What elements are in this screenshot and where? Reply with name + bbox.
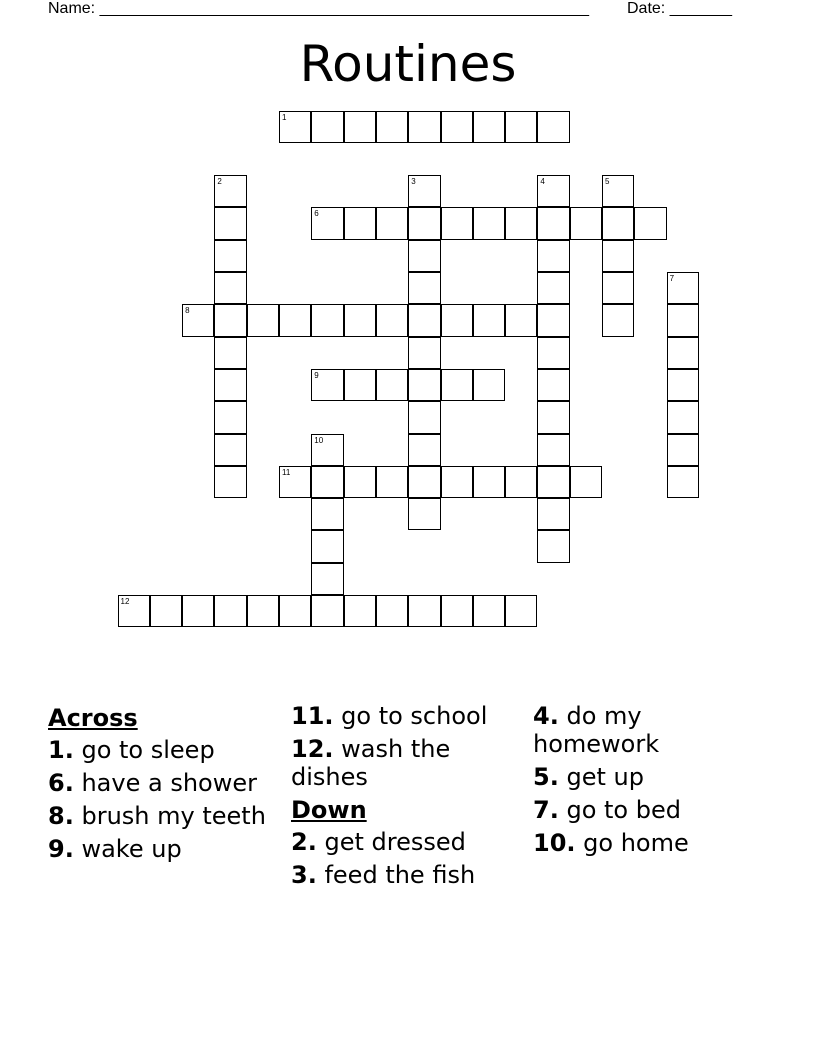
grid-cell — [537, 530, 569, 562]
grid-cell — [344, 369, 376, 401]
clue-text: go to school — [341, 702, 488, 730]
grid-cell — [311, 563, 343, 595]
across-heading: Across — [48, 704, 138, 732]
grid-cell — [408, 272, 440, 304]
clue-text: do my homework — [533, 702, 660, 758]
grid-cell — [214, 466, 246, 498]
clue-across-1 — [48, 736, 280, 764]
grid-cell — [473, 369, 505, 401]
grid-cell — [214, 337, 246, 369]
grid-cell — [537, 434, 569, 466]
grid-cell — [344, 207, 376, 239]
grid-cell — [247, 595, 279, 627]
grid-cell — [473, 595, 505, 627]
grid-cell — [667, 337, 699, 369]
clue-text: wake up — [81, 835, 182, 863]
grid-cell — [441, 369, 473, 401]
grid-cell — [473, 111, 505, 143]
grid-cell — [311, 207, 343, 239]
grid-cell — [279, 304, 311, 336]
grid-cell — [214, 595, 246, 627]
clue-column-2 — [291, 702, 523, 894]
grid-cell — [311, 498, 343, 530]
grid-cell — [473, 466, 505, 498]
clue-number-label: 9 — [314, 370, 319, 380]
clue-text: brush my teeth — [81, 802, 266, 830]
clue-across-8 — [48, 802, 280, 830]
grid-cell — [279, 466, 311, 498]
clue-number: 7. — [533, 796, 559, 824]
grid-cell — [537, 240, 569, 272]
grid-cell — [150, 595, 182, 627]
grid-cell — [537, 207, 569, 239]
clue-number: 4. — [533, 702, 559, 730]
clue-number: 11. — [291, 702, 334, 730]
clue-down-3 — [291, 861, 523, 889]
clue-number-label: 10 — [314, 435, 324, 445]
grid-cell — [667, 434, 699, 466]
grid-cell — [376, 304, 408, 336]
grid-cell — [408, 498, 440, 530]
grid-cell — [311, 434, 343, 466]
name-field-label: Name: _______________________________________________________ — [48, 0, 589, 17]
grid-cell — [602, 304, 634, 336]
date-field-label: Date: _______ — [627, 0, 732, 17]
grid-cell — [311, 111, 343, 143]
grid-cell — [505, 304, 537, 336]
clue-number: 3. — [291, 861, 317, 889]
clue-down-5 — [533, 763, 765, 791]
grid-cell — [505, 207, 537, 239]
clue-number: 12. — [291, 735, 334, 763]
grid-cell — [311, 369, 343, 401]
grid-cell — [441, 111, 473, 143]
clue-number-label: 8 — [185, 306, 190, 316]
grid-cell — [441, 207, 473, 239]
grid-cell — [118, 595, 150, 627]
clue-number: 6. — [48, 769, 74, 797]
grid-cell — [408, 466, 440, 498]
grid-cell — [214, 272, 246, 304]
grid-cell — [182, 304, 214, 336]
page-title: Routines — [299, 35, 517, 93]
grid-cell — [214, 369, 246, 401]
grid-cell — [279, 111, 311, 143]
clue-number-label: 7 — [669, 274, 675, 283]
grid-cell — [214, 304, 246, 336]
grid-cell — [667, 369, 699, 401]
clue-across-9 — [48, 835, 280, 863]
clue-number-label: 6 — [314, 209, 319, 219]
grid-cell — [537, 175, 569, 207]
grid-cell — [441, 304, 473, 336]
grid-cell — [214, 207, 246, 239]
grid-cell — [602, 207, 634, 239]
clue-down-10 — [533, 829, 765, 857]
clue-number: 5. — [533, 763, 559, 791]
clue-text: wash the dishes — [291, 735, 451, 791]
grid-cell — [537, 369, 569, 401]
grid-cell — [602, 175, 634, 207]
grid-cell — [376, 369, 408, 401]
grid-cell — [344, 304, 376, 336]
grid-cell — [537, 466, 569, 498]
clue-number-label: 12 — [120, 597, 130, 606]
grid-cell — [667, 304, 699, 336]
grid-cell — [311, 466, 343, 498]
grid-cell — [376, 466, 408, 498]
clue-text: get up — [566, 763, 644, 791]
clue-down-7 — [533, 796, 765, 824]
clue-text: go home — [583, 829, 689, 857]
grid-cell — [344, 595, 376, 627]
clue-number-label: 11 — [282, 467, 291, 477]
grid-cell — [408, 304, 440, 336]
down-heading: Down — [291, 796, 367, 824]
clue-across-11 — [291, 702, 523, 730]
grid-cell — [537, 111, 569, 143]
grid-cell — [408, 175, 440, 207]
grid-cell — [667, 466, 699, 498]
grid-cell — [537, 304, 569, 336]
grid-cell — [441, 466, 473, 498]
clue-number: 10. — [533, 829, 576, 857]
clue-text: get dressed — [324, 828, 466, 856]
grid-cell — [408, 111, 440, 143]
grid-cell — [473, 207, 505, 239]
clue-number: 8. — [48, 802, 74, 830]
grid-cell — [537, 401, 569, 433]
grid-cell — [408, 369, 440, 401]
grid-cell — [408, 401, 440, 433]
grid-cell — [634, 207, 666, 239]
grid-cell — [214, 175, 246, 207]
grid-cell — [505, 595, 537, 627]
grid-cell — [214, 434, 246, 466]
clue-text: go to bed — [566, 796, 681, 824]
grid-cell — [214, 401, 246, 433]
grid-cell — [537, 498, 569, 530]
grid-cell — [279, 595, 311, 627]
grid-cell — [311, 530, 343, 562]
grid-cell — [473, 304, 505, 336]
grid-cell — [667, 272, 699, 304]
clue-text: have a shower — [81, 769, 257, 797]
clue-column-1 — [48, 702, 280, 868]
grid-cell — [602, 272, 634, 304]
grid-cell — [311, 595, 343, 627]
grid-cell — [182, 595, 214, 627]
clue-number-label: 5 — [605, 177, 610, 187]
grid-cell — [570, 466, 602, 498]
grid-cell — [408, 207, 440, 239]
grid-cell — [537, 337, 569, 369]
clue-number: 1. — [48, 736, 74, 764]
grid-cell — [376, 207, 408, 239]
grid-cell — [311, 304, 343, 336]
grid-cell — [408, 240, 440, 272]
grid-cell — [408, 595, 440, 627]
clue-number: 9. — [48, 835, 74, 863]
grid-cell — [537, 272, 569, 304]
grid-cell — [344, 466, 376, 498]
grid-cell — [570, 207, 602, 239]
clue-number-label: 1 — [282, 112, 287, 122]
grid-cell — [247, 304, 279, 336]
grid-cell — [344, 111, 376, 143]
grid-cell — [376, 595, 408, 627]
grid-cell — [505, 111, 537, 143]
grid-cell — [667, 401, 699, 433]
grid-cell — [602, 240, 634, 272]
clue-column-3 — [533, 702, 765, 862]
clue-text: go to sleep — [81, 736, 215, 764]
grid-cell — [408, 434, 440, 466]
clue-number-label: 4 — [540, 177, 545, 187]
clue-across-6 — [48, 769, 280, 797]
clue-number-label: 3 — [411, 177, 416, 187]
clue-across-12 — [291, 735, 523, 791]
grid-cell — [408, 337, 440, 369]
clue-number: 2. — [291, 828, 317, 856]
grid-cell — [505, 466, 537, 498]
clue-down-4 — [533, 702, 765, 758]
grid-cell — [376, 111, 408, 143]
clue-down-2 — [291, 828, 523, 856]
clue-text: feed the fish — [324, 861, 476, 889]
grid-cell — [441, 595, 473, 627]
grid-cell — [214, 240, 246, 272]
clue-number-label: 2 — [217, 177, 222, 187]
